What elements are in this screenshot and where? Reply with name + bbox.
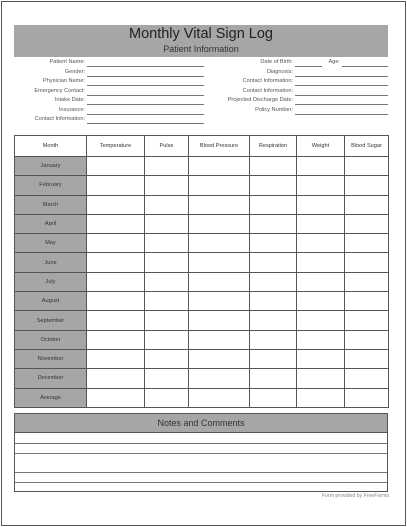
vital-entry-cell[interactable] [345,388,389,407]
emergency-contact-label: Emergency Contact: [34,87,85,94]
column-header-weight: Weight [297,136,345,157]
vital-entry-cell[interactable] [145,195,189,214]
table-header-row [15,136,389,157]
vital-entry-cell[interactable] [87,214,145,233]
month-cell: March [15,195,87,214]
month-cell: January [15,157,87,176]
vital-entry-cell[interactable] [250,195,297,214]
diagnosis-field[interactable] [295,76,388,77]
month-cell: August [15,292,87,311]
vital-entry-cell[interactable] [189,157,250,176]
vital-entry-cell[interactable] [297,369,345,388]
age-field[interactable] [342,66,388,67]
vital-entry-cell[interactable] [250,157,297,176]
date-of-birth-label: Date of Birth: [260,59,293,65]
vital-entry-cell[interactable] [250,253,297,272]
vital-entry-cell[interactable] [297,349,345,368]
vital-entry-cell[interactable] [189,388,250,407]
vital-entry-cell[interactable] [189,234,250,253]
vital-entry-cell[interactable] [145,349,189,368]
vital-entry-cell[interactable] [297,253,345,272]
table-row [15,349,389,368]
form-title: Monthly Vital Sign Log [128,26,274,42]
projected-discharge-date-label: Projected Discharge Date: [227,97,293,103]
notes-title: Notes and Comments [15,414,387,433]
vital-entry-cell[interactable] [345,369,389,388]
vital-entry-cell[interactable] [145,272,189,291]
column-header-respiration: Respiration [250,136,297,157]
vital-entry-cell[interactable] [250,369,297,388]
vital-entry-cell[interactable] [145,311,189,330]
vital-entry-cell[interactable] [189,311,250,330]
intake-date-label: Intake Date: [54,97,85,103]
table-row [15,195,389,214]
vital-entry-cell[interactable] [345,330,389,349]
column-header-temperature: Temperature [87,136,145,157]
vital-entry-cell[interactable] [87,369,145,388]
vital-entry-cell[interactable] [87,388,145,407]
table-row [15,157,389,176]
month-cell: May [15,234,87,253]
vital-entry-cell[interactable] [250,349,297,368]
vital-entry-cell[interactable] [250,330,297,349]
vital-entry-cell[interactable] [189,195,250,214]
table-row [15,253,389,272]
emergency-contact-info-field[interactable] [295,95,388,96]
vital-entry-cell[interactable] [189,176,250,195]
vital-entry-cell[interactable] [189,369,250,388]
vital-entry-cell[interactable] [250,292,297,311]
vital-entry-cell[interactable] [145,157,189,176]
vital-entry-cell[interactable] [87,195,145,214]
vital-entry-cell[interactable] [145,330,189,349]
vital-entry-cell[interactable] [297,292,345,311]
gender-label: Gender: [64,68,85,75]
emergency-contact-field[interactable] [87,95,204,96]
vital-entry-cell[interactable] [87,234,145,253]
vital-entry-cell[interactable] [87,253,145,272]
physician-name-field[interactable] [87,85,204,86]
month-cell: December [15,369,87,388]
vital-entry-cell[interactable] [345,253,389,272]
column-header-month: Month [15,136,87,157]
month-cell: October [15,330,87,349]
vital-entry-cell[interactable] [250,176,297,195]
table-row [15,292,389,311]
column-header-blood-pressure: Blood Pressure [189,136,250,157]
notes-line[interactable] [15,453,387,454]
vital-entry-cell[interactable] [145,214,189,233]
vital-entry-cell[interactable] [87,330,145,349]
vital-entry-cell[interactable] [250,272,297,291]
vital-entry-cell[interactable] [145,253,189,272]
vital-entry-cell[interactable] [345,272,389,291]
contact-information-label: Contact Information: [34,116,85,122]
notes-section [14,413,388,492]
vital-entry-cell[interactable] [297,388,345,407]
table-row [15,388,389,407]
vital-signs-table [14,135,389,408]
vital-entry-cell[interactable] [145,234,189,253]
insurance-label: Insurance: [58,106,85,113]
notes-line[interactable] [15,472,387,473]
physician-name-label: Physician Name: [43,78,85,84]
patient-name-label: Patient Name: [49,59,85,65]
vital-entry-cell[interactable] [145,176,189,195]
age-label: Age: [328,59,340,65]
table-row [15,330,389,349]
vital-entry-cell[interactable] [189,330,250,349]
vital-entry-cell[interactable] [345,234,389,253]
vital-entry-cell[interactable] [189,292,250,311]
contact-information-field[interactable] [87,123,204,124]
vital-entry-cell[interactable] [87,349,145,368]
physician-contact-field[interactable] [295,85,388,86]
intake-date-field[interactable] [87,104,204,105]
vital-entry-cell[interactable] [297,157,345,176]
vital-entry-cell[interactable] [345,292,389,311]
policy-number-field[interactable] [295,114,388,115]
month-cell: February [15,176,87,195]
vital-entry-cell[interactable] [145,369,189,388]
vital-entry-cell[interactable] [250,214,297,233]
vital-entry-cell[interactable] [297,311,345,330]
vital-entry-cell[interactable] [250,311,297,330]
insurance-field[interactable] [87,114,204,115]
footer-credit: Form provided by FreeForms [321,493,389,499]
vital-entry-cell[interactable] [145,388,189,407]
date-of-birth-field[interactable] [295,66,322,67]
policy-number-label: Policy Number: [255,106,293,113]
emergency-contact-info-label: Contact Information: [242,87,293,94]
vital-entry-cell[interactable] [345,214,389,233]
table-row [15,272,389,291]
gender-field[interactable] [87,76,204,77]
vital-entry-cell[interactable] [189,214,250,233]
table-row [15,176,389,195]
vital-entry-cell[interactable] [87,311,145,330]
vital-entry-cell[interactable] [297,234,345,253]
vital-entry-cell[interactable] [297,272,345,291]
patient-name-field[interactable] [87,66,204,67]
vital-entry-cell[interactable] [87,272,145,291]
vital-entry-cell[interactable] [297,195,345,214]
vital-entry-cell[interactable] [297,330,345,349]
notes-line[interactable] [15,482,387,483]
diagnosis-label: Diagnosis: [266,68,293,75]
notes-line[interactable] [15,443,387,444]
table-row [15,234,389,253]
vital-entry-cell[interactable] [250,234,297,253]
month-cell: July [15,272,87,291]
table-row [15,369,389,388]
vital-entry-cell[interactable] [345,311,389,330]
month-cell: September [15,311,87,330]
vital-entry-cell[interactable] [345,157,389,176]
vital-entry-cell[interactable] [145,292,189,311]
month-cell: November [15,349,87,368]
vital-entry-cell[interactable] [345,195,389,214]
vital-entry-cell[interactable] [87,292,145,311]
vital-entry-cell[interactable] [250,388,297,407]
vital-entry-cell[interactable] [87,157,145,176]
vital-entry-cell[interactable] [189,349,250,368]
table-row [15,214,389,233]
section-title-patient-info: Patient Information [163,44,239,54]
column-header-blood-sugar: Blood Sugar [345,136,389,157]
vital-entry-cell[interactable] [297,176,345,195]
month-cell: June [15,253,87,272]
vital-entry-cell[interactable] [87,176,145,195]
projected-discharge-date-field[interactable] [295,104,388,105]
column-header-pulse: Pulse [145,136,189,157]
patient-info-section [14,59,388,127]
vital-entry-cell[interactable] [297,214,345,233]
month-cell: April [15,214,87,233]
title-bar [14,25,388,57]
vital-entry-cell[interactable] [189,253,250,272]
month-cell: Average [15,388,87,407]
physician-contact-label: Contact Information: [242,78,293,84]
vital-entry-cell[interactable] [345,176,389,195]
vital-entry-cell[interactable] [345,349,389,368]
table-row [15,311,389,330]
vital-entry-cell[interactable] [189,272,250,291]
